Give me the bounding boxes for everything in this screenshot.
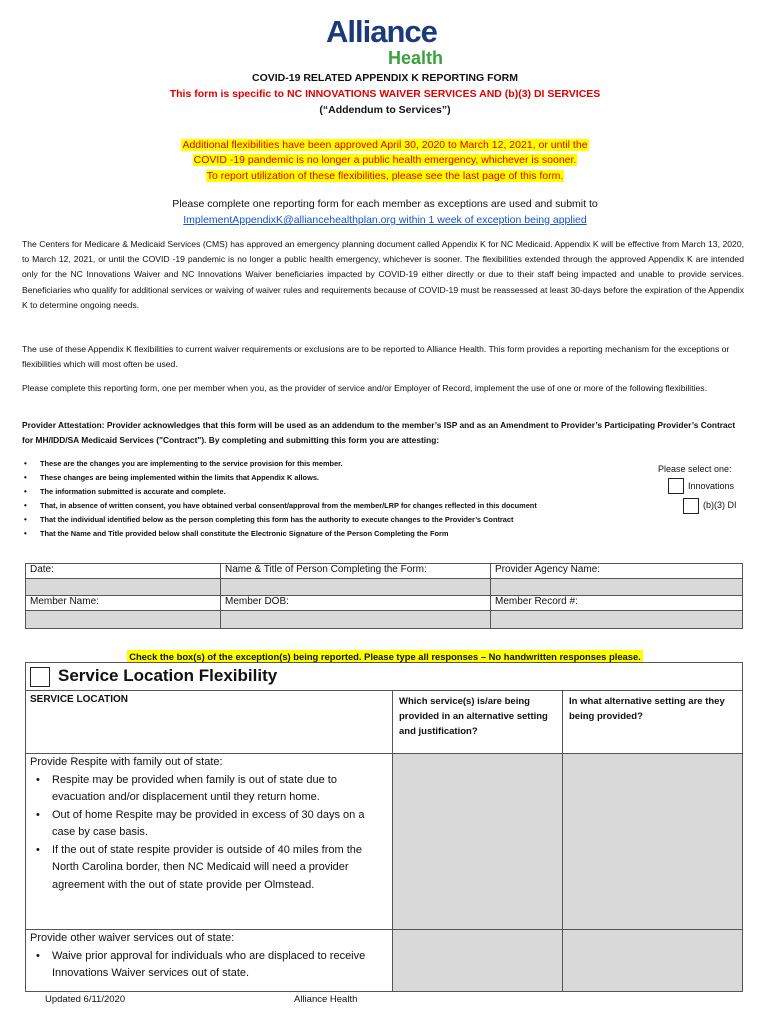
other-services-list (30, 948, 388, 983)
date-label: Date: (26, 564, 221, 579)
member-dob-label: Member DOB: (221, 596, 491, 611)
submit-email-link[interactable]: ImplementAppendixK@alliancehealthplan.org within 1 week of exception being applied (183, 214, 587, 226)
service-location-checkbox[interactable] (30, 667, 50, 687)
list-item: • Out of home Respite may be provided in excess of 30 days on a case by case basis. (30, 807, 388, 842)
name-title-field[interactable] (221, 579, 491, 596)
logo-subword: Health (388, 48, 444, 68)
notice-line-1: Additional flexibilities have been approved April 30, 2020 to March 12, 2021, or until the (182, 139, 588, 151)
agency-field[interactable] (491, 579, 743, 596)
service-title-cell (26, 663, 743, 691)
service-location-table (25, 662, 743, 992)
other-services-row-title: Provide other waiver services out of state: (30, 932, 235, 944)
member-dob-field[interactable] (221, 611, 491, 629)
attestation-paragraph: Provider Attestation: Provider acknowledges that this form will be used as an addendum to the member’s ISP and as an Amendment to Provider’s Participating Provider’s Contract for MH/IDD/SA Medicaid Services ("Contract"). By completing and submitting this form you are attesting: (22, 420, 736, 446)
form-subtitle: This form is specific to NC INNOVATIONS WAIVER SERVICES AND (b)(3) DI SERVICES (169, 88, 601, 100)
b3-di-checkbox[interactable] (683, 498, 699, 514)
footer-updated: Updated 6/11/2020 (45, 994, 126, 1005)
alliance-health-logo (318, 14, 458, 70)
other-services-row-description (26, 930, 393, 992)
notice-line-2: COVID -19 pandemic is no longer a public health emergency, whichever is sooner. (193, 154, 577, 166)
logo-wordmark: Alliance (326, 14, 437, 49)
list-item: • That the individual identified below as the person completing this form has the authority to execute changes to the Provider’s Contract (22, 513, 662, 527)
footer-org: Alliance Health (294, 994, 358, 1005)
respite-setting-field[interactable] (563, 754, 743, 930)
other-services-field[interactable] (393, 930, 563, 992)
member-name-label: Member Name: (26, 596, 221, 611)
form-addendum: (“Addendum to Services”) (319, 104, 451, 116)
b3-di-label: (b)(3) DI (703, 500, 737, 510)
instructions-text: Please complete one reporting form for each member as exceptions are used and submit to (172, 198, 598, 210)
respite-list (30, 772, 388, 895)
list-item: • These changes are being implemented within the limits that Appendix K allows. (22, 471, 662, 485)
other-setting-field[interactable] (563, 930, 743, 992)
cms-paragraph: The Centers for Medicare & Medicaid Services (CMS) has approved an emergency planning document called Appendix K for NC Medicaid. Appendix K will be effective from March 13, 2020, to March 12, 2021, or until the COVID -19 pandemic is no longer a public health emergency, whichever is sooner. The flexibilities extended through the approved Appendix K are intended only for the NC Innovations Waiver and NC Innovations Waiver beneficiaries impacted by COVID-19 either directly or due to their staff being impacted and unable to provide services. Beneficiaries who qualify for additional services or waiving of waiver rules and requirements because of COVID-19 must be reassessed at least 30-days before the expiration of the Appendix K to determine ongoing needs. (22, 239, 744, 310)
list-item: • That the Name and Title provided below shall constitute the Electronic Signature of the Person Completing the Form (22, 527, 662, 541)
name-title-label: Name & Title of Person Completing the Form: (221, 564, 491, 579)
form-title: COVID-19 RELATED APPENDIX K REPORTING FORM (251, 72, 519, 84)
service-title: Service Location Flexibility (58, 666, 278, 685)
list-item: • These are the changes you are implementing to the service provision for this member. (22, 457, 662, 471)
col-header-services: Which service(s) is/are being provided in an alternative setting and justification? (393, 691, 563, 754)
list-item: • The information submitted is accurate and complete. (22, 485, 662, 499)
member-info-table (25, 563, 743, 629)
col-header-setting: In what alternative setting are they being provided? (563, 691, 743, 754)
agency-label: Provider Agency Name: (491, 564, 743, 579)
member-record-field[interactable] (491, 611, 743, 629)
respite-row-description (26, 754, 393, 930)
date-field[interactable] (26, 579, 221, 596)
member-record-label: Member Record #: (491, 596, 743, 611)
list-item: • Respite may be provided when family is out of state due to evacuation and/or displacement until they return home. (30, 772, 388, 807)
notice-line-3: To report utilization of these flexibilities, please see the last page of this form. (206, 170, 564, 182)
member-name-field[interactable] (26, 611, 221, 629)
check-notice: Check the box(s) of the exception(s) being reported. Please type all responses – No handwritten responses please. (129, 651, 641, 662)
instructions-link-line (0, 214, 770, 226)
list-item: • That, in absence of written consent, you have obtained verbal consent/approval from the member/LRP for changes reflected in this document (22, 499, 662, 513)
list-item: • If the out of state respite provider is outside of 40 miles from the North Carolina border, then NC Medicaid will need a provider agreement with the out of state provide per Olmstead. (30, 842, 388, 895)
complete-paragraph: Please complete this reporting form, one per member when you, as the provider of service and/or Employer of Record, implement the use of one or more of the following flexibilities. (22, 383, 707, 393)
respite-row-title: Provide Respite with family out of state: (30, 756, 223, 768)
innovations-checkbox[interactable] (668, 478, 684, 494)
respite-services-field[interactable] (393, 754, 563, 930)
use-paragraph: The use of these Appendix K flexibilities to current waiver requirements or exclusions are to be reported to Alliance Health. This form provides a reporting mechanism for the exceptions or flexibilities which will most often be used. (22, 344, 730, 370)
select-prompt: Please select one: (658, 464, 732, 474)
list-item: • Waive prior approval for individuals who are displaced to receive Innovations Waiver services out of state. (30, 948, 388, 983)
attestation-list (22, 457, 662, 541)
innovations-label: Innovations (688, 481, 735, 491)
col-header-location: SERVICE LOCATION (26, 691, 393, 754)
